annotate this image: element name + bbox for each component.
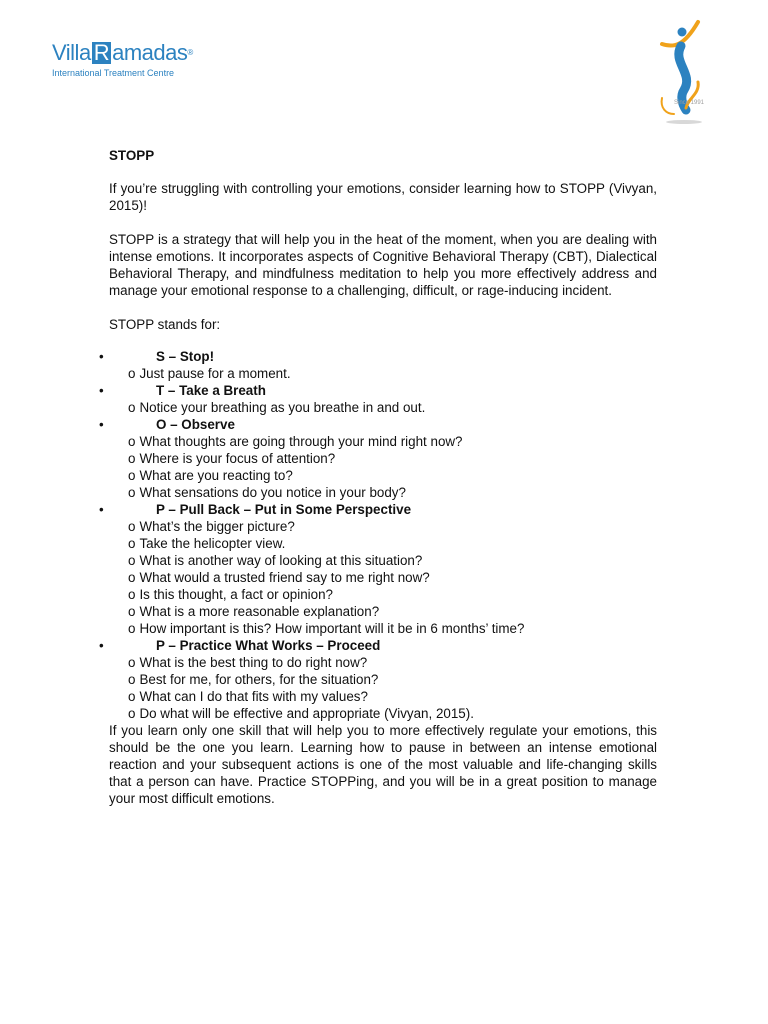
sub-item — [109, 518, 657, 535]
intro-paragraph: If you’re struggling with controlling your emotions, consider learning how to STOPP (Vivyan, 2015)! — [109, 181, 657, 213]
sub-item-text: Notice your breathing as you breathe in and out. — [139, 400, 426, 415]
sub-item — [109, 433, 657, 450]
document-body — [99, 147, 657, 824]
description-paragraph: STOPP is a strategy that will help you in the heat of the moment, when you are dealing with intense emotions. It incorporates aspects of Cognitive Behavioral Therapy (CBT), Dialectical Behavioral Therapy, and mindfulness meditation to help you more effectively address and manage your emotional response to a challenging, difficult, or rage-inducing incident. — [109, 232, 657, 298]
logo-wordmark: Villa R amadas® — [52, 40, 193, 65]
list-item-label: S – Stop! — [156, 349, 215, 364]
sub-item — [109, 705, 657, 722]
sub-item-text: Where is your focus of attention? — [139, 451, 336, 466]
sub-item-text: Do what will be effective and appropriate (Vivyan, 2015). — [139, 706, 474, 721]
sub-item — [109, 654, 657, 671]
sub-marker: o — [128, 366, 136, 381]
sub-marker: o — [128, 485, 136, 500]
sub-marker: o — [128, 621, 136, 636]
sub-item-text: What thoughts are going through your mind right now? — [139, 434, 463, 449]
sub-marker: o — [128, 536, 136, 551]
sub-item — [109, 586, 657, 603]
sub-item-text: What is a more reasonable explanation? — [139, 604, 380, 619]
sub-item — [109, 603, 657, 620]
sub-marker: o — [128, 689, 136, 704]
list-item-label: O – Observe — [156, 417, 235, 432]
sub-marker: o — [128, 434, 136, 449]
sub-item-text: Just pause for a moment. — [139, 366, 291, 381]
stands-for-text: STOPP stands for: — [109, 317, 221, 332]
sub-item-text: What is the best thing to do right now? — [139, 655, 368, 670]
sub-item — [109, 569, 657, 586]
sub-item-text: What is another way of looking at this situation? — [139, 553, 423, 568]
stopp-list — [99, 348, 657, 722]
sub-item — [109, 620, 657, 637]
sub-marker: o — [128, 400, 136, 415]
sub-item — [109, 450, 657, 467]
bullet-marker: • — [99, 502, 104, 517]
bullet-marker: • — [99, 383, 104, 398]
sub-marker: o — [128, 553, 136, 568]
sub-item-text: What sensations do you notice in your body? — [139, 485, 406, 500]
sub-item — [109, 365, 657, 382]
logo-since-text: Since 1991 — [674, 100, 705, 106]
sub-item-text: What can I do that fits with my values? — [139, 689, 368, 704]
list-item-label: T – Take a Breath — [156, 383, 266, 398]
list-item — [99, 637, 657, 654]
sub-marker: o — [128, 706, 136, 721]
sub-item-text: What are you reacting to? — [139, 468, 293, 483]
sub-marker: o — [128, 519, 136, 534]
sub-marker: o — [128, 655, 136, 670]
sub-item-text: What’s the bigger picture? — [139, 519, 295, 534]
sub-marker: o — [128, 451, 136, 466]
sub-item — [109, 484, 657, 501]
sub-marker: o — [128, 468, 136, 483]
sub-item-text: Take the helicopter view. — [139, 536, 286, 551]
sub-marker: o — [128, 672, 136, 687]
list-item-label: P – Pull Back – Put in Some Perspective — [156, 502, 412, 517]
closing-paragraph: If you learn only one skill that will help you to more effectively regulate your emotions, this should be the one you learn. Learning how to pause in between an intense emotional reaction and your subsequent actions is one of the most valuable and life-changing skills that a person can have. Practice STOPPing, and you will be in a great position to manage your most difficult emotions. — [109, 723, 657, 806]
bullet-marker: • — [99, 417, 104, 432]
dancing-figure-icon — [648, 18, 718, 128]
logo-subtitle: International Treatment Centre — [52, 68, 175, 78]
list-item — [99, 382, 657, 399]
sub-item — [109, 688, 657, 705]
page-title: STOPP — [109, 148, 155, 163]
bullet-marker: • — [99, 638, 104, 653]
sub-item — [109, 535, 657, 552]
list-item-label: P – Practice What Works – Proceed — [156, 638, 381, 653]
sub-item — [109, 552, 657, 569]
bullet-marker: • — [99, 349, 104, 364]
sub-item-text: How important is this? How important will it be in 6 months’ time? — [139, 621, 525, 636]
sub-marker: o — [128, 587, 136, 602]
sub-marker: o — [128, 570, 136, 585]
sub-item-text: Best for me, for others, for the situation? — [139, 672, 379, 687]
sub-item-text: Is this thought, a fact or opinion? — [139, 587, 333, 602]
sub-item-text: What would a trusted friend say to me right now? — [139, 570, 430, 585]
sub-item — [109, 467, 657, 484]
list-item — [99, 416, 657, 433]
sub-marker: o — [128, 604, 136, 619]
list-item — [99, 501, 657, 518]
list-item — [99, 348, 657, 365]
sub-item — [109, 671, 657, 688]
dancing-figure-logo — [648, 18, 718, 128]
villa-ramadas-logo — [52, 40, 212, 82]
sub-item — [109, 399, 657, 416]
